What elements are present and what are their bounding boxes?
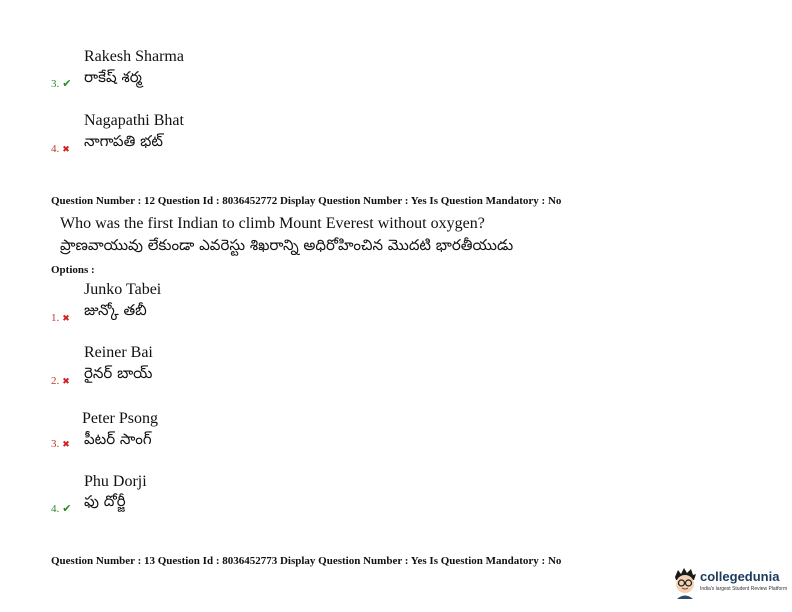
options-label: Options :	[51, 264, 95, 276]
logo-tagline: India's largest Student Review Platform	[700, 586, 788, 592]
option-3-english: Peter Psong	[82, 410, 158, 427]
option-3-telugu: పీటర్ సాంగ్	[84, 430, 152, 448]
option-2-number-row	[51, 375, 70, 388]
question-meta: Question Number : 12 Question Id : 8036452772 Display Question Number : Yes Is Question Mandatory : No	[51, 195, 562, 207]
prev-option-4-telugu: నాగాపతి భట్	[84, 132, 163, 150]
option-number: 4.	[51, 143, 60, 155]
option-number: 2.	[51, 375, 60, 387]
option-2-telugu: రైనర్ బాయ్	[84, 364, 153, 382]
option-number: 3.	[51, 438, 60, 450]
prev-option-4-english: Nagapathi Bhat	[84, 112, 184, 129]
option-4-telugu: ఫు దోర్జీ	[84, 492, 126, 510]
option-number: 1.	[51, 312, 60, 324]
option-3-number-row	[51, 438, 70, 451]
prev-option-3-telugu: రాకేష్ శర్మ	[84, 68, 142, 86]
option-number: 4.	[51, 503, 60, 515]
option-4-number-row	[51, 503, 71, 515]
question-text-telugu: ప్రాణవాయువు లేకుండా ఎవరెస్టు శిఖరాన్ని అధిరోహించిన మొదటి భారతీయుడు	[60, 236, 514, 254]
check-icon: ✔	[62, 77, 72, 90]
check-icon: ✔	[62, 502, 72, 515]
option-2-english: Reiner Bai	[84, 344, 153, 361]
cross-icon: ✖	[62, 440, 70, 450]
collegedunia-logo	[672, 566, 787, 604]
option-1-number-row	[51, 312, 70, 325]
logo-name: collegedunia	[700, 569, 780, 584]
prev-option-3-number	[51, 78, 71, 90]
next-question-meta: Question Number : 13 Question Id : 8036452773 Display Question Number : Yes Is Question Mandatory : No	[51, 555, 562, 567]
option-1-english: Junko Tabei	[84, 281, 162, 298]
option-4-english: Phu Dorji	[84, 473, 147, 490]
mascot-icon	[672, 566, 698, 600]
option-1-telugu: జున్కో తబీ	[84, 301, 147, 319]
cross-icon: ✖	[62, 145, 70, 155]
prev-option-4-number	[51, 143, 70, 156]
cross-icon: ✖	[62, 314, 70, 324]
question-text-english: Who was the first Indian to climb Mount Everest without oxygen?	[60, 215, 485, 232]
prev-option-3-english: Rakesh Sharma	[84, 48, 184, 65]
option-number: 3.	[51, 78, 60, 90]
cross-icon: ✖	[62, 377, 70, 387]
